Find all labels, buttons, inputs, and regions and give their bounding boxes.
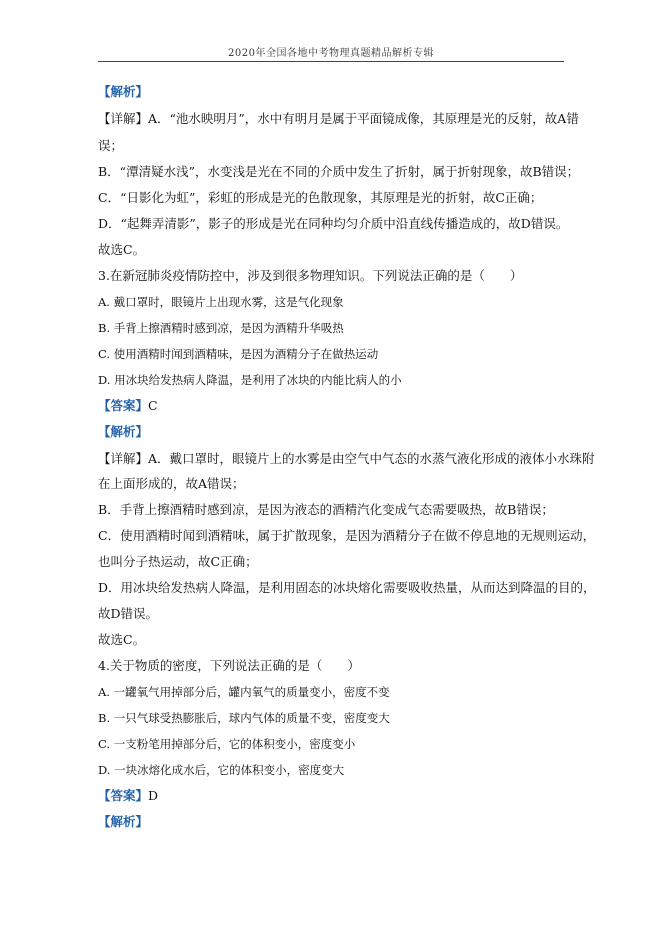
answer-line (98, 788, 158, 804)
text-line (98, 190, 542, 206)
line-text: 故D错误。 (98, 606, 159, 621)
line-text: C．使用酒精时闻到酒精味，属于扩散现象，是因为酒精分子在做不停息地的无规则运动， (98, 528, 596, 543)
text-line (98, 451, 595, 467)
question-option (98, 762, 344, 778)
answer-value: C (148, 398, 158, 413)
line-text: 在上面形成的，故A错误； (98, 476, 245, 491)
question-stem (98, 658, 360, 674)
text-line (98, 111, 579, 127)
text-line (98, 242, 145, 258)
line-text: 【详解】A．“池水映明月”，水中有明月是属于平面镜成像，其原理是光的反射，故A错 (98, 111, 579, 126)
line-text: B．手背上擦酒精时感到凉，是因为液态的酒精汽化变成气态需要吸热，故B错误； (98, 502, 554, 517)
text-line (98, 580, 596, 596)
question-option (98, 346, 378, 362)
text-line (98, 606, 158, 622)
line-text: D. 用冰块给发热病人降温，是利用了冰块的内能比病人的小 (98, 373, 402, 387)
header-rule (98, 61, 564, 62)
line-text: B. 一只气球受热膨胀后，球内气体的质量不变，密度变大 (98, 711, 390, 725)
line-text: C. 使用酒精时闻到酒精味，是因为酒精分子在做热运动 (98, 347, 379, 361)
question-option (98, 736, 355, 752)
text-line (98, 814, 148, 830)
question-option (98, 372, 402, 388)
text-line (98, 632, 145, 648)
text-line (98, 528, 595, 544)
line-text: C. 一支粉笔用掉部分后，它的体积变小，密度变小 (98, 737, 356, 751)
line-text: 误； (98, 138, 124, 153)
line-text: 4.关于物质的密度，下列说法正确的是（ ） (98, 658, 360, 673)
text-line (98, 164, 579, 180)
text-line (98, 424, 148, 440)
line-text: 也叫分子热运动，故C正确； (98, 554, 258, 569)
question-stem (98, 268, 522, 284)
question-option (98, 320, 344, 336)
line-text: D. 一块冰熔化成水后，它的体积变小，密度变大 (98, 763, 345, 777)
section-tag: 【答案】 (98, 788, 149, 803)
line-text: D．用冰块给发热病人降温，是利用固态的冰块熔化需要吸收热量，从而达到降温的目的， (98, 580, 596, 595)
line-text: A. 戴口罩时，眼镜片上出现水雾，这是气化现象 (98, 295, 344, 309)
line-text: C．“日影化为虹”，彩虹的形成是光的色散现象，其原理是光的折射，故C正确； (98, 190, 543, 205)
question-option (98, 294, 344, 310)
line-text: 故选C。 (98, 632, 146, 647)
line-text: D．“起舞弄清影”，影子的形成是光在同种均匀介质中沿直线传播造成的，故D错误。 (98, 216, 569, 231)
line-text: 【详解】A．戴口罩时，眼镜片上的水雾是由空气中气态的水蒸气液化形成的液体小水珠附 (98, 451, 595, 466)
line-text: A. 一罐氧气用掉部分后，罐内氧气的质量变小，密度不变 (98, 685, 390, 699)
section-tag: 【答案】 (98, 398, 149, 413)
line-text: B. 手背上擦酒精时感到凉，是因为酒精升华吸热 (98, 321, 344, 335)
text-line (98, 502, 554, 518)
text-line (98, 138, 123, 154)
section-tag: 【解析】 (98, 84, 149, 99)
text-line (98, 216, 568, 232)
page-header: 2020年全国各地中考物理真题精品解析专辑 (228, 48, 434, 59)
text-line (98, 84, 148, 100)
section-tag: 【解析】 (98, 424, 149, 439)
answer-value: D (148, 788, 159, 803)
answer-line (98, 398, 158, 414)
line-text: 3.在新冠肺炎疫情防控中，涉及到很多物理知识。下列说法正确的是（ ） (98, 268, 523, 283)
text-line (98, 476, 245, 492)
text-line (98, 554, 258, 570)
question-option (98, 684, 390, 700)
question-option (98, 710, 390, 726)
line-text: B．“潭清疑水浅”，水变浅是光在不同的介质中发生了折射，属于折射现象，故B错误； (98, 164, 580, 179)
line-text: 故选C。 (98, 242, 146, 257)
section-tag: 【解析】 (98, 814, 149, 829)
